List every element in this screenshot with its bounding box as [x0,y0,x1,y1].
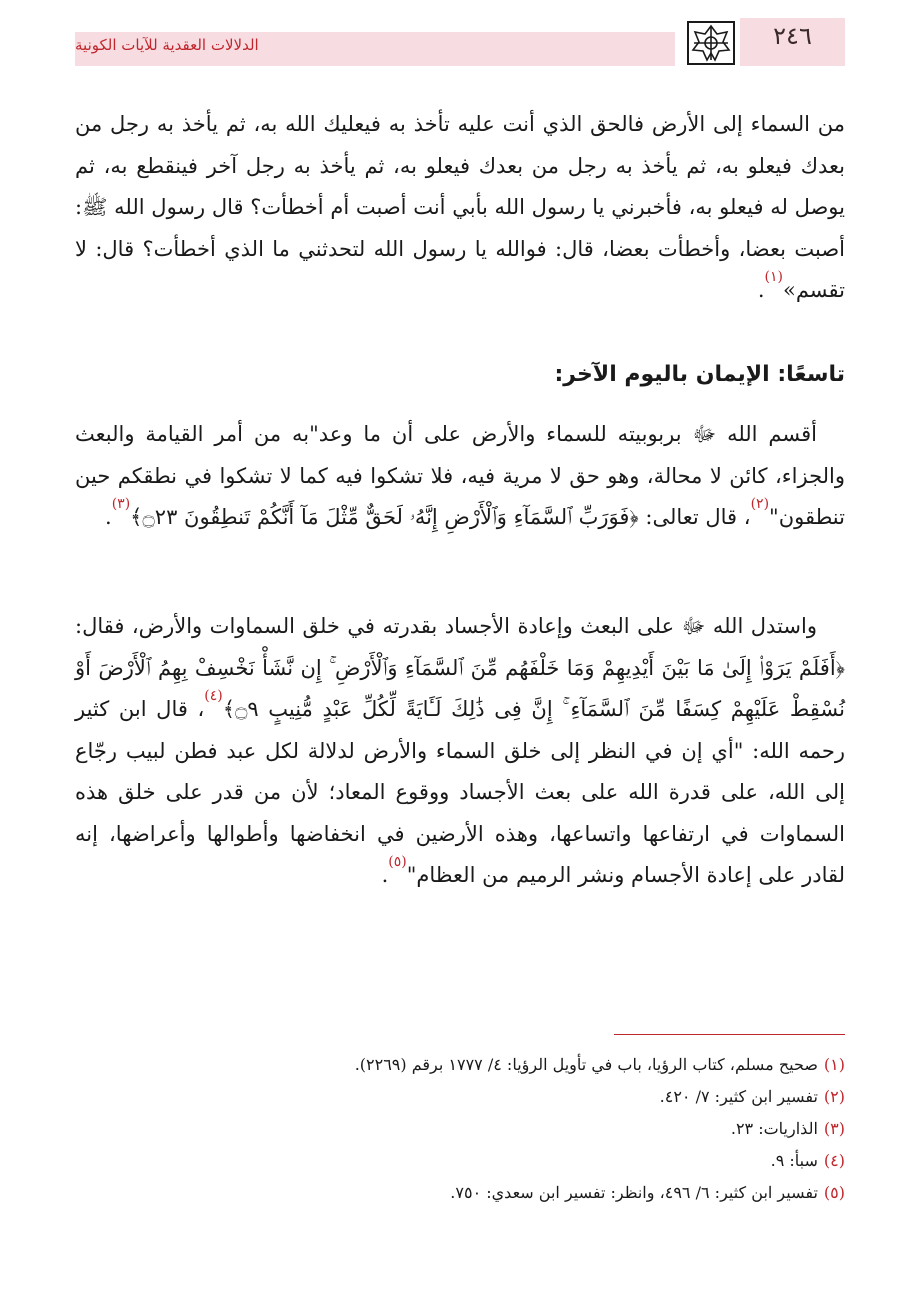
paragraph-text: أقسم الله ﷻ بربوبيته للسماء والأرض على أن ما وعد"به من أمر القيامة والبعث والجزاء، كائن لا محالة، وهو حق لا مرية فيه، فلا تشكوا فيه كما لا تشكوا في نطقكم حين تنطقون" [75,422,845,529]
footnote-item [75,1113,845,1145]
footnotes [75,1049,845,1209]
quran-verse: ﴿فَوَرَبِّ ٱلسَّمَآءِ وَٱلْأَرْضِ إِنَّهُۥ لَحَقٌّ مِّثْلَ مَآ أَنَّكُمْ تَنطِقُونَ ۝٢٣﴾ [130,505,639,529]
footnote-number: (٤) [823,1151,845,1170]
footnote-ref: (٤) [204,688,223,704]
running-title: الدلالات العقدية للآيات الكونية [75,36,259,54]
section-heading: تاسعًا: الإيمان باليوم الآخر: [554,362,845,387]
footnote-ref: (١) [764,269,783,285]
quran-verse: ﴿أَفَلَمْ يَرَوْا۟ إِلَىٰ مَا بَيْنَ أَيْدِيهِمْ وَمَا خَلْفَهُم مِّنَ ٱلسَّمَآءِ وَٱلْأَرْضِ ۚ إِن نَّشَأْ نَخْسِفْ بِهِمُ ٱلْأَرْضَ أَوْ نُسْقِطْ عَلَيْهِمْ كِسَفًا مِّنَ ٱلسَّمَآءِ ۚ إِنَّ فِى ذَٰلِكَ لَـَٔايَةً لِّكُلِّ عَبْدٍ مُّنِيبٍ ۝٩﴾ [75,655,845,721]
footnote-number: (١) [823,1055,845,1074]
footnote-ref: (٣) [111,496,131,512]
paragraph-oath [75,414,845,539]
footnote-text: سبأ: ٩. [770,1151,818,1170]
paragraph-text: ، قال تعالى: [638,505,751,529]
footnote-number: (٥) [823,1183,845,1202]
footnote-number: (٣) [823,1119,845,1138]
page-header [0,0,921,72]
footnote-item [75,1049,845,1081]
paragraph-text: من السماء إلى الأرض فالحق الذي أنت عليه تأخذ به فيعليك الله به، ثم يأخذ به رجل من بعدك فيعلو به، ثم يأخذ به رجل من بعدك فيعلو به، ثم يأخذ به رجل آخر فينقطع به، ثم يوصل له فيعلو به، فأخبرني يا رسول الله بأبي أنت أصبت أم أخطأت؟ قال رسول الله ﷺ: أصبت بعضا، وأخطأت بعضا، قال: فوالله يا رسول الله لتحدثني ما الذي أخطأت؟ قال: لا تقسم» [75,112,845,302]
footnote-divider [614,1034,845,1035]
page-number: ٢٤٦ [773,22,812,50]
geometric-rosette-icon [686,20,736,66]
footnote-text: تفسير ابن كثير: ٧/ ٤٢٠. [659,1087,818,1106]
footnote-item [75,1081,845,1113]
paragraph-resurrection [75,606,845,897]
footnote-ref: (٥) [388,854,407,870]
paragraph-hadith [75,104,845,312]
paragraph-text: ، قال ابن كثير رحمه الله: "أي إن في النظر إلى خلق السماء والأرض لدلالة لكل عبد فطن لبيب رجّاع إلى الله، على قدرة الله على بعث الأجساد ووقوع المعاد؛ لأن من قدر على خلق هذه السماوات في ارتفاعها واتساعها، وهذه الأرضين في انخفاضها وأطوالها وأعراضها، إنه لقادر على إعادة الأجسام ونشر الرميم من العظام" [75,697,845,887]
paragraph-text: واستدل الله ﷻ على البعث وإعادة الأجساد بقدرته في خلق السماوات والأرض، فقال: [75,614,817,638]
paragraph-end: . [757,278,765,302]
footnote-text: تفسير ابن كثير: ٦/ ٤٩٦، وانظر: تفسير ابن سعدي: ٧٥٠. [450,1183,818,1202]
paragraph-end: . [105,505,112,529]
footnote-item [75,1145,845,1177]
paragraph-end: . [381,863,389,887]
footnote-text: صحيح مسلم، كتاب الرؤيا، باب في تأويل الرؤيا: ٤/ ١٧٧٧ برقم (٢٢٦٩). [354,1055,818,1074]
footnote-ref: (٢) [750,496,770,512]
footnote-number: (٢) [823,1087,845,1106]
footnote-item [75,1177,845,1209]
footnote-text: الذاريات: ٢٣. [730,1119,818,1138]
